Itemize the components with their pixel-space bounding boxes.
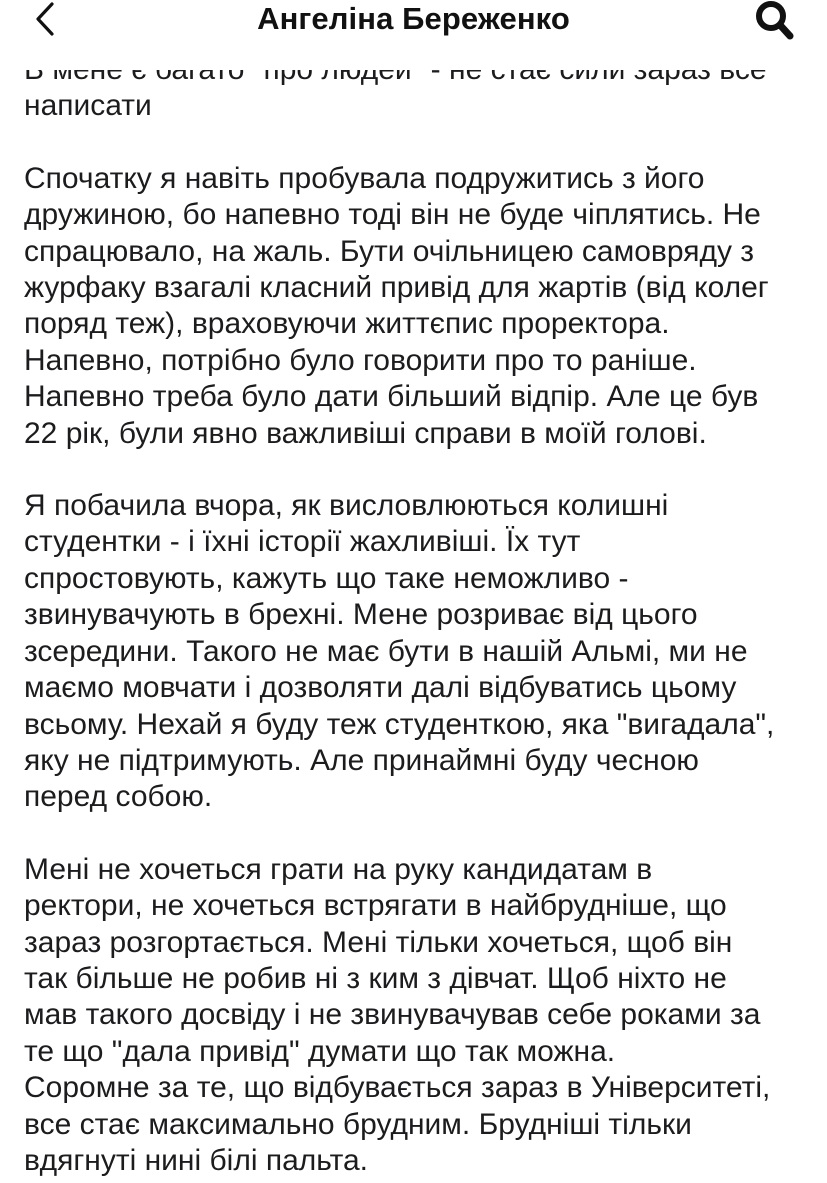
post-paragraph-3: Я побачила вчора, як висловлюються колишні студентки - і їхні історії жахливіші. Їх тут спростовують, кажуть що таке неможливо - звинувачують в брехні. Мене розриває від цього зсередини. Такого не має бути в нашій Альмі, ми не маємо мовчати і дозволяти далі відбуватись цьому всьому. Нехай я буду теж студенткою, яка "вигадала", яку не підтримують. Але принаймні буду чесною перед собою. [24,489,775,814]
top-nav-bar [0,0,827,70]
post-paragraph-2: Спочатку я навіть пробувала подружитись з його дружиною, бо напевно тоді він не буде чіплятись. Не спрацювало, на жаль. Бути очільницею самовряду з журфаку взагалі класний привід для жартів (від колег поряд теж), враховуючи життєпис проректора. Напевно, потрібно було говорити про то раніше. Напевно треба було дати більший відпір. Але це був 22 рік, були явно важливіші справи в моїй голові. [24,161,769,450]
paragraph-gap [24,452,814,488]
post-body [24,52,814,1179]
search-icon [753,0,797,42]
post-paragraph-1: написати [24,89,152,123]
page-title: Ангеліна Береженко [257,1,570,36]
search-button[interactable] [753,0,797,42]
post-paragraph-4: Мені не хочеться грати на руку кандидатам в ректори, не хочеться встрягати в найбрудніше, що зараз розгортається. Мені тільки хочеться, щоб він так більше не робив ні з ким з дівчат. Щоб ніхто не мав такого досвіду і не звинувачував себе роками за те що "дала привід" думати що так можна. Соромне за те, що відбувається зараз в Університеті, все стає максимально брудним. Брудніші тільки вдягнуті нині білі пальта. [24,852,771,1177]
paragraph-gap [24,125,814,161]
paragraph-gap [24,816,814,852]
